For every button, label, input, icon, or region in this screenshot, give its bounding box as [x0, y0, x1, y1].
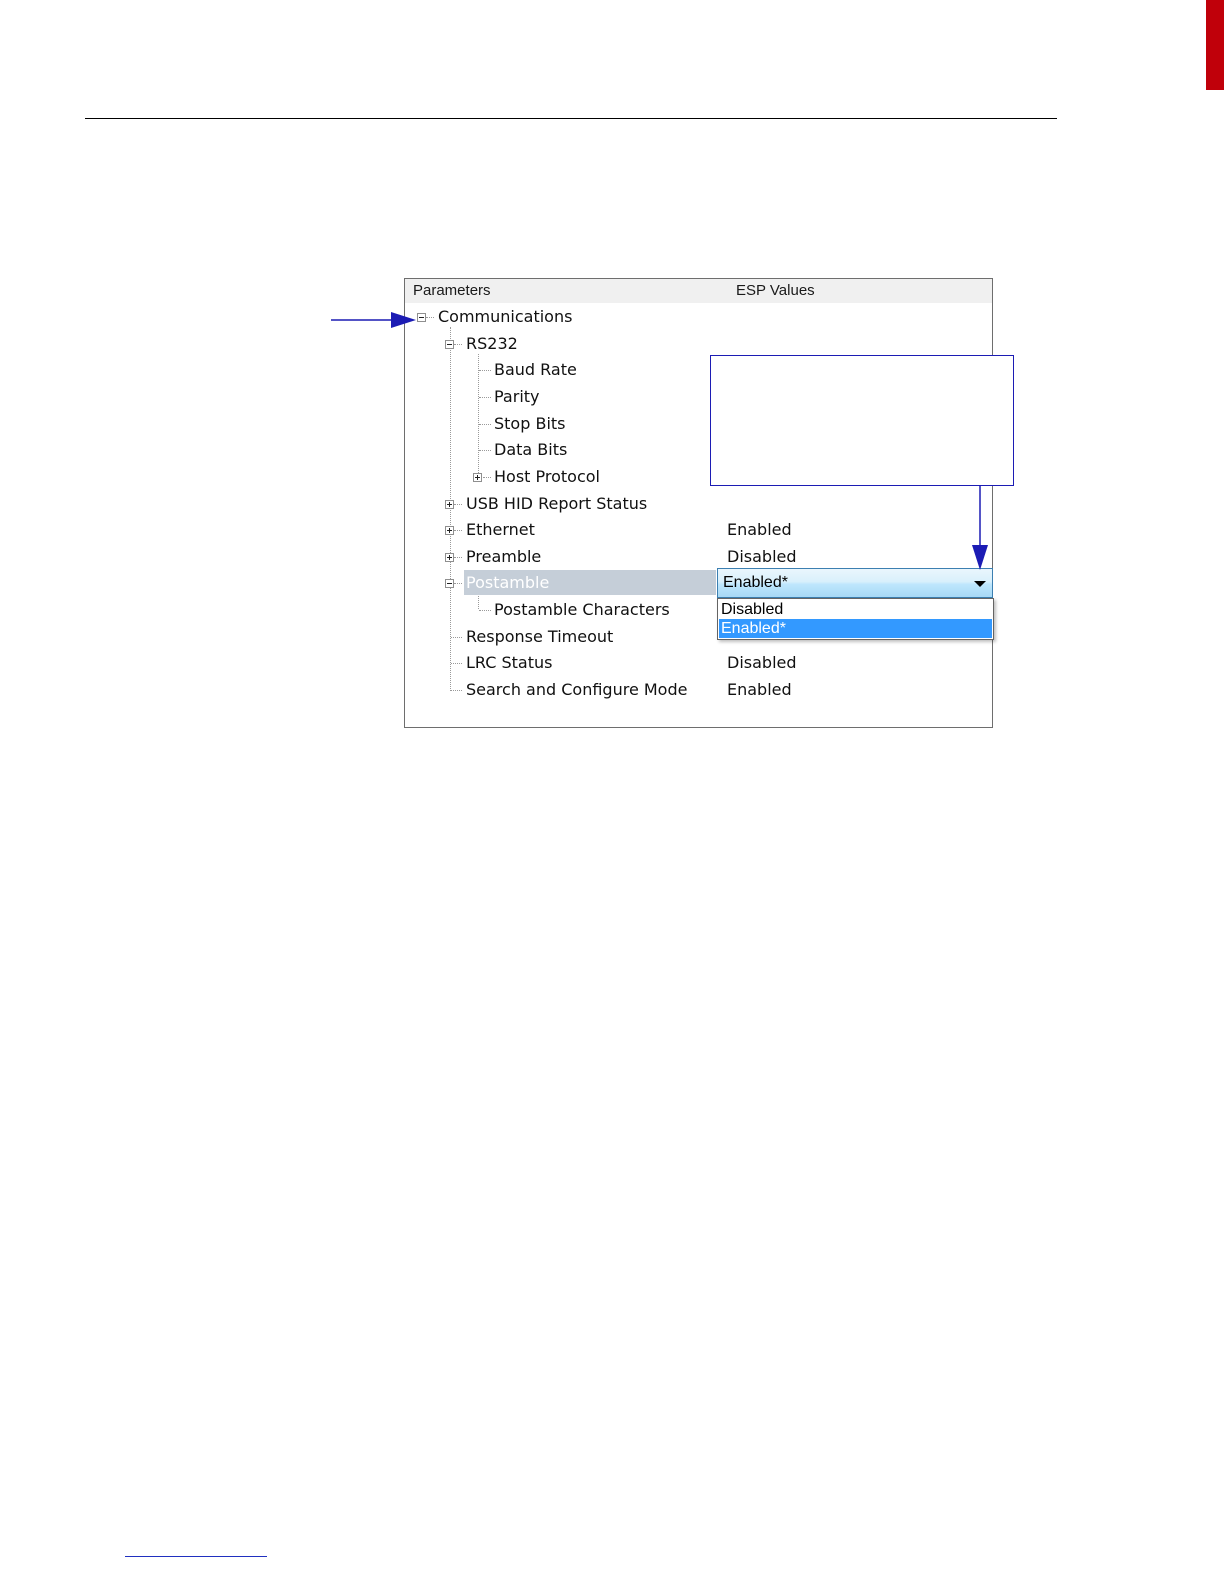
- value-preamble: Disabled: [727, 547, 797, 566]
- dropdown-option-disabled[interactable]: Disabled: [721, 601, 784, 618]
- esp-values-column-header[interactable]: ESP Values: [736, 282, 815, 299]
- footer-rule: [125, 1556, 267, 1557]
- arrow-head-icon: [391, 312, 416, 328]
- tree-item-usb-hid-report-status[interactable]: USB HID Report Status: [466, 494, 648, 513]
- tree-item-parity[interactable]: Parity: [494, 387, 540, 406]
- tree-item-baud-rate[interactable]: Baud Rate: [494, 360, 577, 379]
- value-lrc-status: Disabled: [727, 653, 797, 672]
- arrow-head-icon: [972, 545, 988, 570]
- tree-item-lrc-status[interactable]: LRC Status: [466, 653, 553, 672]
- value-ethernet: Enabled: [727, 520, 792, 539]
- tree-item-search-and-configure-mode[interactable]: Search and Configure Mode: [466, 680, 688, 699]
- tree-item-stop-bits[interactable]: Stop Bits: [494, 414, 566, 433]
- tree-item-postamble-characters[interactable]: Postamble Characters: [494, 600, 670, 619]
- dropdown-option-enabled[interactable]: Enabled*: [719, 619, 992, 638]
- tree-item-data-bits[interactable]: Data Bits: [494, 440, 568, 459]
- tree-item-ethernet[interactable]: Ethernet: [466, 520, 535, 539]
- parameters-column-header[interactable]: Parameters: [413, 282, 491, 299]
- tree-item-communications[interactable]: Communications: [438, 307, 573, 326]
- tree-item-postamble[interactable]: Postamble: [466, 573, 550, 592]
- tree-item-rs232[interactable]: RS232: [466, 334, 518, 353]
- value-search-and-configure-mode: Enabled: [727, 680, 792, 699]
- dropdown-selected-value: Enabled*: [723, 574, 788, 591]
- tree-item-host-protocol[interactable]: Host Protocol: [494, 467, 600, 486]
- tree-item-preamble[interactable]: Preamble: [466, 547, 542, 566]
- tree-item-response-timeout[interactable]: Response Timeout: [466, 627, 614, 646]
